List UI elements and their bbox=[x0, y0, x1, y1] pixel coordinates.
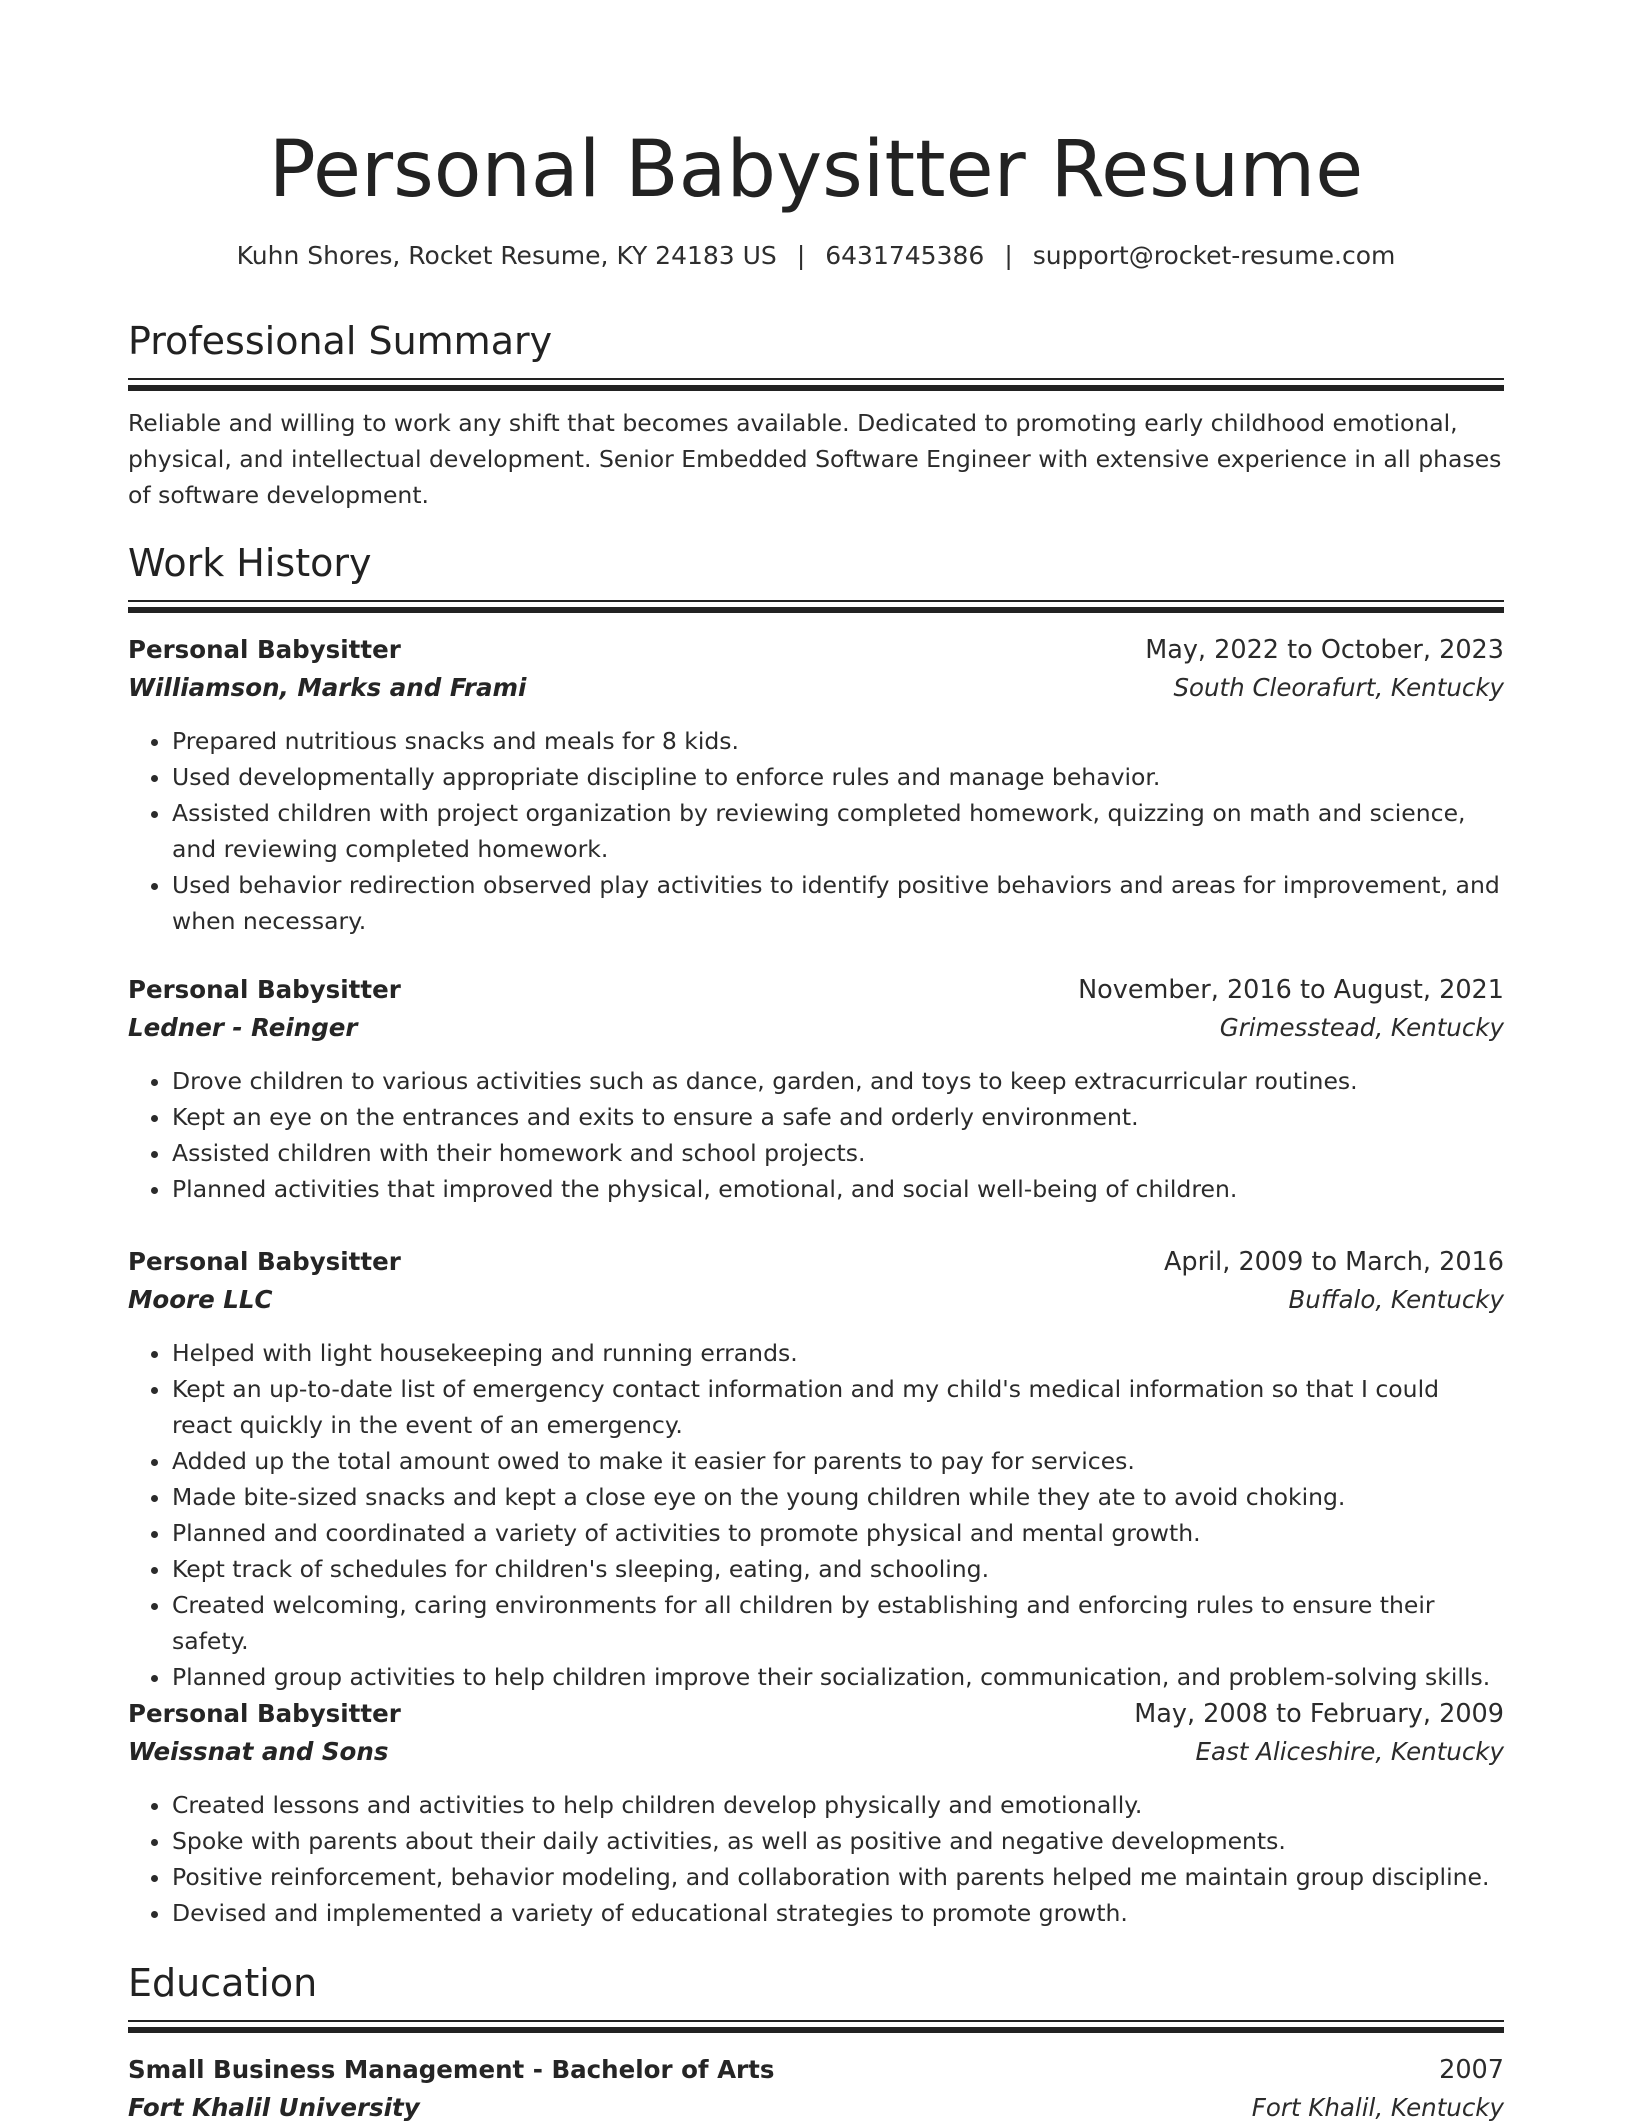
job-entry bbox=[128, 971, 1504, 1207]
job-company-row bbox=[128, 669, 1504, 707]
job-duty: • Drove children to various activities such as dance, garden, and toys to keep extracurricular routines. bbox=[172, 1063, 1504, 1099]
job-duties-list bbox=[128, 723, 1504, 939]
education-location: Fort Khalil, Kentucky bbox=[1251, 2093, 1504, 2122]
summary-text: Reliable and willing to work any shift that becomes available. Dedicated to promoting early childhood emotional, physical, and intellectual development. Senior Embedded Software Engineer with extensive experience in all phases of software development. bbox=[128, 409, 1502, 509]
job-duty: • Devised and implemented a variety of educational strategies to promote growth. bbox=[172, 1895, 1504, 1931]
contact-separator: | bbox=[1004, 241, 1013, 270]
job-title: Personal Babysitter bbox=[128, 1247, 401, 1276]
job-duty: • Positive reinforcement, behavior modeling, and collaboration with parents helped me maintain group discipline. bbox=[172, 1859, 1504, 1895]
contact-phone: 6431745386 bbox=[825, 241, 985, 270]
resume-title: Personal Babysitter Resume bbox=[268, 125, 1364, 215]
job-title: Personal Babysitter bbox=[128, 975, 401, 1004]
job-title: Personal Babysitter bbox=[128, 635, 401, 664]
job-duties-list bbox=[128, 1787, 1504, 1931]
job-duty: • Added up the total amount owed to make it easier for parents to pay for services. bbox=[172, 1443, 1504, 1479]
job-duty: • Spoke with parents about their daily activities, as well as positive and negative developments. bbox=[172, 1823, 1504, 1859]
summary-heading: Professional Summary bbox=[128, 319, 553, 363]
job-duty: • Assisted children with their homework and school projects. bbox=[172, 1135, 1504, 1171]
job-header-row bbox=[128, 631, 1504, 669]
contact-separator: | bbox=[796, 241, 806, 270]
job-duty: • Assisted children with project organization by reviewing completed homework, quizzing on math and science, and reviewing completed homework. bbox=[172, 795, 1504, 867]
job-company-row bbox=[128, 1009, 1504, 1047]
job-duty: • Planned and coordinated a variety of activities to promote physical and mental growth. bbox=[172, 1515, 1504, 1551]
job-dates: May, 2008 to February, 2009 bbox=[1134, 1699, 1504, 1729]
contact-line bbox=[128, 238, 1504, 274]
section-divider-thick bbox=[128, 2027, 1504, 2033]
job-dates: April, 2009 to March, 2016 bbox=[1163, 1247, 1504, 1277]
education-header-row bbox=[128, 2051, 1504, 2089]
job-header-row bbox=[128, 1243, 1504, 1281]
education-section bbox=[128, 1958, 1504, 2033]
section-divider-thick bbox=[128, 385, 1504, 391]
job-header-row bbox=[128, 1695, 1504, 1733]
job-duty: • Used developmentally appropriate discipline to enforce rules and manage behavior. bbox=[172, 759, 1504, 795]
education-entry bbox=[128, 2051, 1504, 2127]
job-header-row bbox=[128, 971, 1504, 1009]
job-company: Weissnat and Sons bbox=[128, 1737, 389, 1766]
job-duty: • Created welcoming, caring environments for all children by establishing and enforcing rules to ensure their safety. bbox=[172, 1587, 1504, 1659]
section-divider bbox=[128, 2020, 1504, 2022]
job-entry bbox=[128, 1695, 1504, 1931]
contact-address: Kuhn Shores, Rocket Resume, KY 24183 US bbox=[236, 241, 777, 270]
job-duty: • Kept an up-to-date list of emergency contact information and my child's medical information so that I could react quickly in the event of an emergency. bbox=[172, 1371, 1504, 1443]
section-divider bbox=[128, 600, 1504, 602]
job-duty: • Planned activities that improved the physical, emotional, and social well-being of children. bbox=[172, 1171, 1504, 1207]
job-duty: • Created lessons and activities to help children develop physically and emotionally. bbox=[172, 1787, 1504, 1823]
job-duties-list bbox=[128, 1335, 1504, 1695]
job-company: Ledner - Reinger bbox=[128, 1013, 358, 1042]
section-divider-thick bbox=[128, 607, 1504, 613]
summary-section bbox=[128, 316, 1504, 513]
education-school-row bbox=[128, 2089, 1504, 2127]
education-year: 2007 bbox=[1439, 2055, 1504, 2085]
education-school: Fort Khalil University bbox=[128, 2093, 420, 2122]
job-duty: • Made bite-sized snacks and kept a close eye on the young children while they ate to avoid choking. bbox=[172, 1479, 1504, 1515]
job-title: Personal Babysitter bbox=[128, 1699, 401, 1728]
job-duty: • Prepared nutritious snacks and meals for 8 kids. bbox=[172, 723, 1504, 759]
job-duty: • Used behavior redirection observed play activities to identify positive behaviors and areas for improvement, and when necessary. bbox=[172, 867, 1504, 939]
education-degree: Small Business Management - Bachelor of Arts bbox=[128, 2055, 775, 2084]
job-duty: • Planned group activities to help children improve their socialization, communication, and problem-solving skills. bbox=[172, 1659, 1504, 1695]
job-company: Moore LLC bbox=[128, 1285, 273, 1314]
job-dates: May, 2022 to October, 2023 bbox=[1145, 635, 1504, 665]
job-location: South Cleorafurt, Kentucky bbox=[1173, 673, 1504, 702]
work-history-section bbox=[128, 538, 1504, 613]
job-company-row bbox=[128, 1281, 1504, 1319]
job-company-row bbox=[128, 1733, 1504, 1771]
contact-email: support@rocket-resume.com bbox=[1032, 241, 1396, 270]
job-location: East Aliceshire, Kentucky bbox=[1195, 1737, 1504, 1766]
job-location: Grimesstead, Kentucky bbox=[1219, 1013, 1504, 1042]
job-duties-list bbox=[128, 1063, 1504, 1207]
job-entry bbox=[128, 631, 1504, 939]
job-duty: • Helped with light housekeeping and running errands. bbox=[172, 1335, 1504, 1371]
job-location: Buffalo, Kentucky bbox=[1288, 1285, 1504, 1314]
job-entry bbox=[128, 1243, 1504, 1695]
education-heading: Education bbox=[128, 1961, 318, 2005]
job-dates: November, 2016 to August, 2021 bbox=[1078, 975, 1504, 1005]
job-duty: • Kept an eye on the entrances and exits to ensure a safe and orderly environment. bbox=[172, 1099, 1504, 1135]
job-duty: • Kept track of schedules for children's sleeping, eating, and schooling. bbox=[172, 1551, 1504, 1587]
job-company: Williamson, Marks and Frami bbox=[128, 673, 527, 702]
section-divider bbox=[128, 378, 1504, 380]
work-history-heading: Work History bbox=[128, 541, 372, 585]
